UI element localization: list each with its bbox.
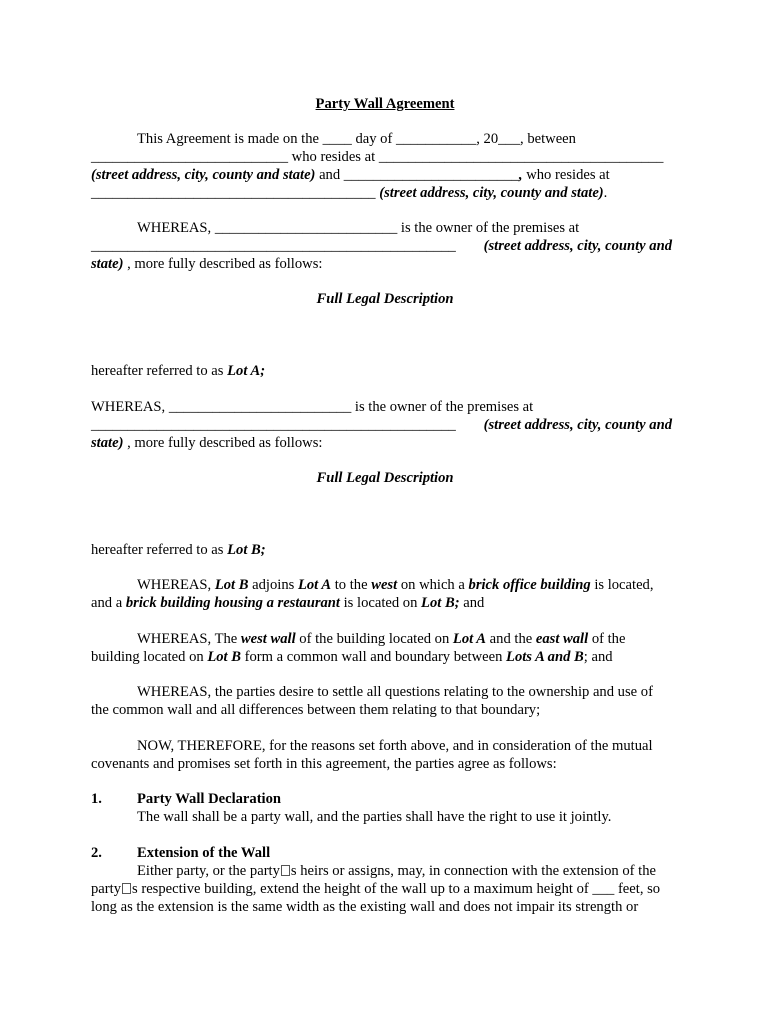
- comma: ,: [518, 167, 527, 183]
- text: to the: [331, 577, 372, 593]
- legal-description-b: Full Legal Description: [316, 470, 454, 486]
- text: adjoins: [248, 577, 298, 593]
- section-2-line-1: [137, 862, 656, 880]
- lot-label: Lot B;: [421, 595, 460, 611]
- text: form a common wall and boundary between: [240, 649, 507, 665]
- resides-text: who resides at: [526, 167, 610, 183]
- text: of the: [588, 631, 626, 647]
- section-2-heading: Extension of the Wall: [137, 845, 271, 861]
- address-hint-end: state): [91, 256, 124, 272]
- address-hint-end: state): [91, 435, 124, 451]
- settle-line-1: WHEREAS, the parties desire to settle all questions relating to the ownership and use of: [137, 684, 653, 700]
- address-hint: (street address, city, county and state): [379, 185, 604, 201]
- lot-label: Lot A;: [227, 363, 266, 379]
- lot-label: Lots A and B: [506, 649, 584, 665]
- section-1-heading: Party Wall Declaration: [137, 791, 282, 807]
- text: Either party, or the party: [137, 863, 280, 879]
- missing-glyph-icon: [281, 865, 290, 876]
- address-hint: (street address, city, county and: [483, 417, 672, 433]
- whereas-a-line-3: [91, 255, 322, 273]
- premises-blank: __________________________________________________: [91, 417, 456, 433]
- lot-label: Lot B;: [227, 542, 266, 558]
- adjoins-line-2: [91, 594, 484, 612]
- text: party: [91, 881, 121, 897]
- intro-line-1: This Agreement is made on the ____ day of ___________, 20___, between: [137, 131, 576, 147]
- westwall-line-2: [91, 648, 613, 666]
- wall-label: east wall: [535, 631, 589, 647]
- section-1-body: The wall shall be a party wall, and the parties shall have the right to use it jointly.: [137, 809, 612, 825]
- party-2-address-blank: _______________________________________: [91, 185, 376, 201]
- lot-b-reference: [91, 541, 266, 559]
- party-2-name-blank: ________________________: [343, 167, 519, 183]
- adjoins-line-1: [137, 576, 654, 594]
- lot-label: Lot B: [207, 649, 241, 665]
- address-hint: (street address, city, county and: [483, 238, 672, 254]
- described-text: , more fully described as follows:: [123, 256, 323, 272]
- lot-label: Lot A: [452, 631, 487, 647]
- text: and: [459, 595, 485, 611]
- legal-description-a: Full Legal Description: [316, 291, 454, 307]
- westwall-line-1: [137, 630, 625, 648]
- text: is located on: [339, 595, 422, 611]
- lot-a-reference: [91, 362, 265, 380]
- document-title: Party Wall Agreement: [315, 96, 455, 112]
- section-2-number: 2.: [91, 845, 102, 861]
- lot-label: Lot A: [297, 577, 332, 593]
- text: of the building located on: [295, 631, 453, 647]
- whereas-a-line-2: [91, 237, 456, 255]
- text: s respective building, extend the height of the wall up to a maximum height of ___ feet, so: [132, 881, 661, 897]
- described-text: , more fully described as follows:: [123, 435, 323, 451]
- text: is located,: [590, 577, 654, 593]
- text: on which a: [397, 577, 469, 593]
- whereas-a-line-1: WHEREAS, _________________________ is the owner of the premises at: [137, 220, 580, 236]
- building-label: brick building housing a restaurant: [125, 595, 340, 611]
- missing-glyph-icon: [122, 883, 131, 894]
- text: building located on: [91, 649, 208, 665]
- party-1-address-blank: _______________________________________: [378, 149, 664, 165]
- lot-label: Lot B: [214, 577, 249, 593]
- reference-text: hereafter referred to as: [91, 542, 228, 558]
- now-line-2: covenants and promises set forth in this agreement, the parties agree as follows:: [91, 756, 557, 772]
- section-2-line-2: [91, 880, 660, 898]
- address-hint: (street address, city, county and state): [91, 167, 316, 183]
- text: s heirs or assigns, may, in connection with the extension of the: [290, 863, 656, 879]
- text: WHEREAS, The: [137, 631, 241, 647]
- premises-blank: __________________________________________________: [91, 238, 456, 254]
- settle-line-2: the common wall and all differences between them relating to that boundary;: [91, 702, 541, 718]
- reference-text: hereafter referred to as: [91, 363, 228, 379]
- section-2-line-3: long as the extension is the same width as the existing wall and does not impair its strength or: [91, 899, 639, 915]
- wall-label: west wall: [240, 631, 296, 647]
- whereas-b-line-2: [91, 416, 456, 434]
- intro-line-3: [91, 166, 610, 184]
- text: and the: [486, 631, 536, 647]
- section-1-number: 1.: [91, 791, 102, 807]
- text: ; and: [583, 649, 613, 665]
- direction-label: west: [371, 577, 398, 593]
- text: and a: [91, 595, 126, 611]
- intro-line-4: [91, 184, 607, 202]
- now-line-1: NOW, THEREFORE, for the reasons set forth above, and in consideration of the mutual: [137, 738, 653, 754]
- whereas-b-line-3: [91, 434, 322, 452]
- intro-line-2: [91, 148, 663, 166]
- connector-text: and: [315, 167, 344, 183]
- party-1-name-blank: ___________________________ who resides at: [91, 149, 376, 165]
- building-label: brick office building: [468, 577, 591, 593]
- whereas-b-line-1: WHEREAS, _________________________ is the owner of the premises at: [91, 399, 534, 415]
- text: WHEREAS,: [137, 577, 215, 593]
- period: .: [603, 185, 608, 201]
